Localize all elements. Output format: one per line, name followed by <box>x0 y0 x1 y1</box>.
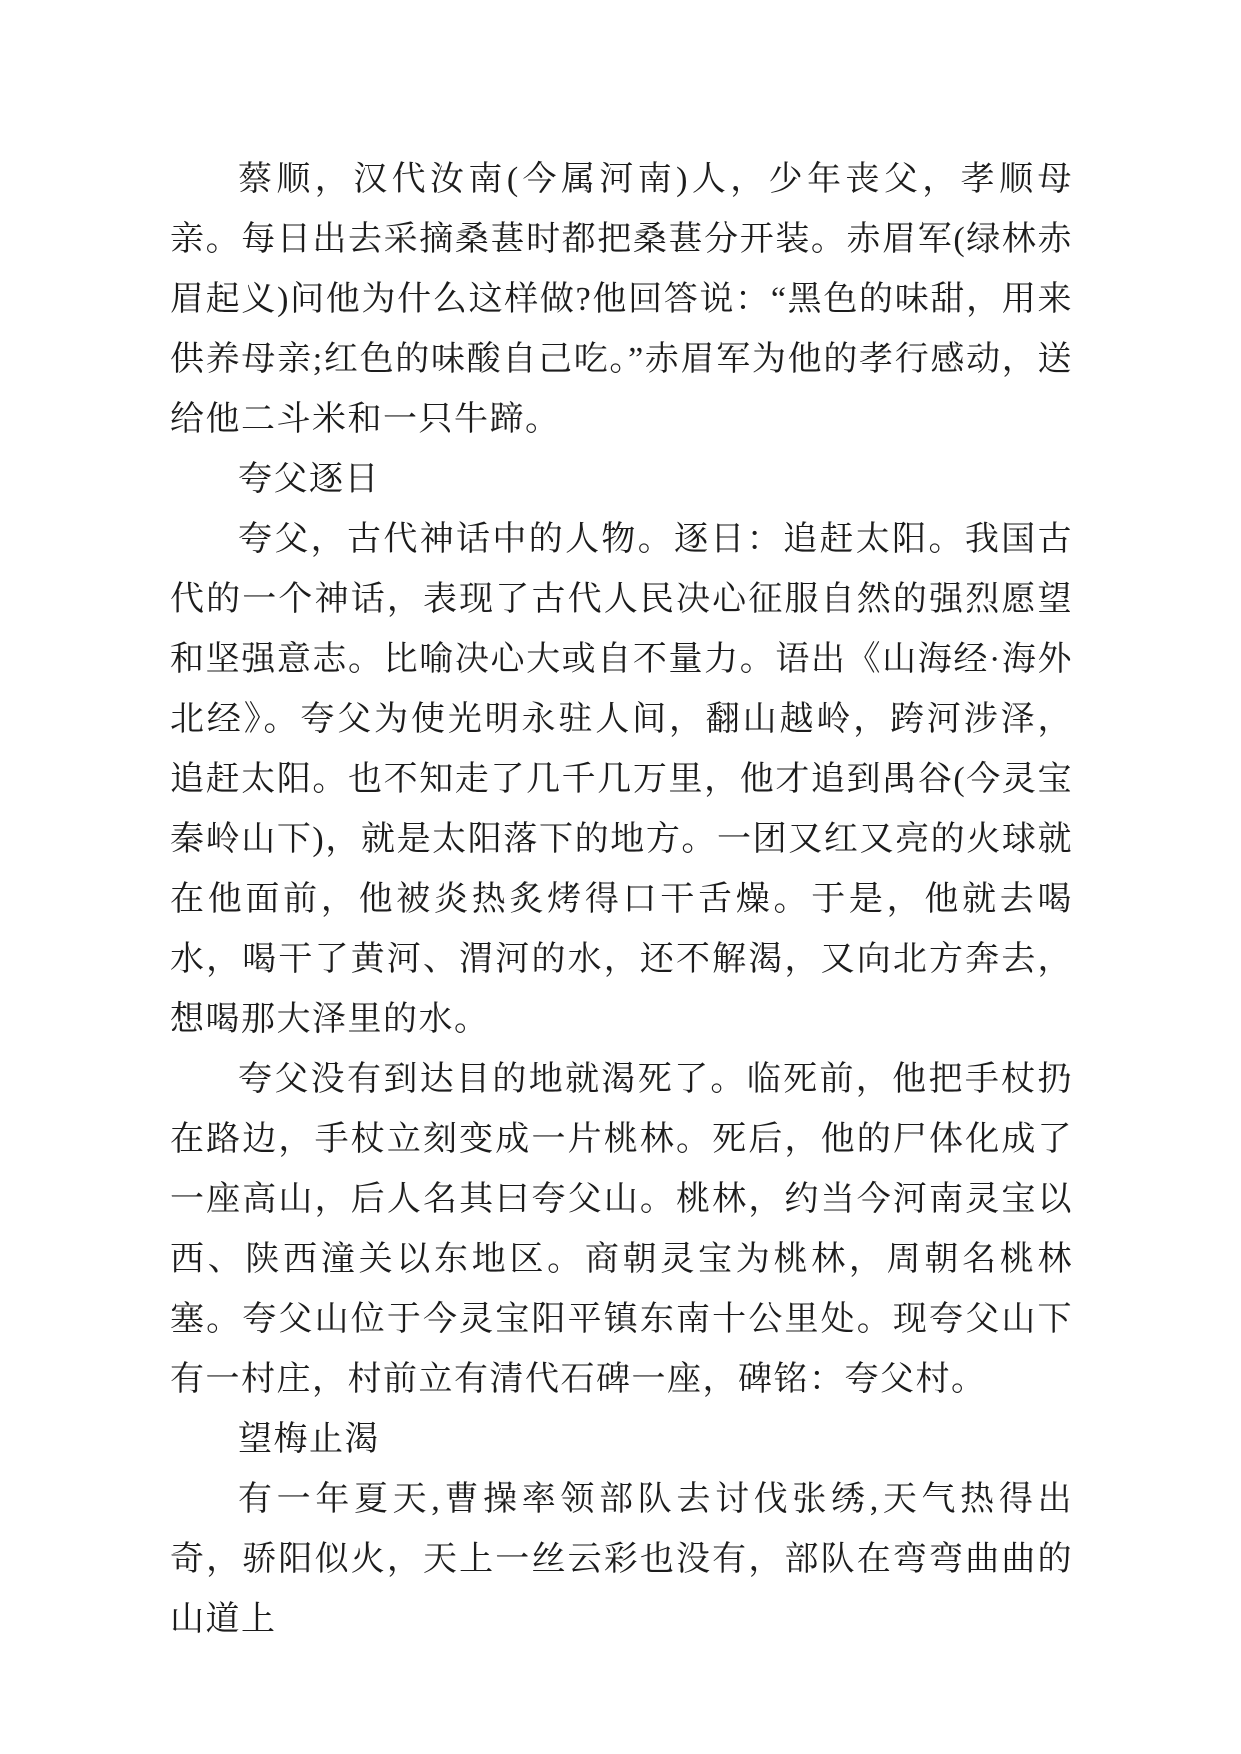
paragraph-wangmei-story: 有一年夏天,曹操率领部队去讨伐张绣,天气热得出奇，骄阳似火，天上一丝云彩也没有，部队在弯弯曲曲的山道上 <box>170 1481 1073 1638</box>
paragraph-caishun-story: 蔡顺，汉代汝南(今属河南)人，少年丧父，孝顺母亲。每日出去采摘桑葚时都把桑葚分开装。赤眉军(绿林赤眉起义)问他为什么这样做?他回答说：“黑色的味甜，用来供养母亲;红色的味酸自己吃。”赤眉军为他的孝行感动，送给他二斗米和一只牛蹄。 <box>170 161 1073 438</box>
section-heading-kuafu-zhuri: 夸父逐日 <box>238 461 380 498</box>
paragraph-kuafu-legend: 夸父，古代神话中的人物。逐日：追赶太阳。我国古代的一个神话，表现了古代人民决心征服自然的强烈愿望和坚强意志。比喻决心大或自不量力。语出《山海经·海外北经》。夸父为使光明永驻人间，翻山越岭，跨河涉泽，追赶太阳。也不知走了几千几万里，他才追到禺谷(今灵宝秦岭山下)，就是太阳落下的地方。一团又红又亮的火球就在他面前，他被炎热炙烤得口干舌燥。于是，他就去喝水，喝干了黄河、渭河的水，还不解渴，又向北方奔去，想喝那大泽里的水。 <box>170 521 1073 1038</box>
paragraph-kuafu-death: 夸父没有到达目的地就渴死了。临死前，他把手杖扔在路边，手杖立刻变成一片桃林。死后，他的尸体化成了一座高山，后人名其曰夸父山。桃林，约当今河南灵宝以西、陕西潼关以东地区。商朝灵宝为桃林，周朝名桃林塞。夸父山位于今灵宝阳平镇东南十公里处。现夸父山下有一村庄，村前立有清代石碑一座，碑铭：夸父村。 <box>170 1061 1073 1398</box>
document-body <box>170 150 1073 1650</box>
section-heading-wangmei-zhike: 望梅止渴 <box>238 1421 380 1458</box>
